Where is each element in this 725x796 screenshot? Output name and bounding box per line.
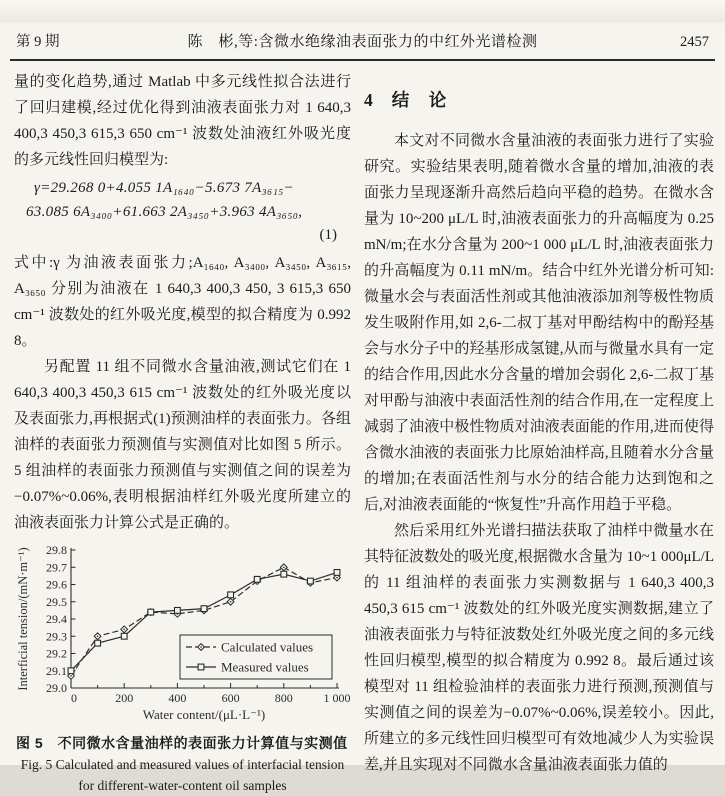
figure5-chart-area bbox=[14, 542, 349, 730]
left-column bbox=[14, 69, 351, 796]
running-title: 陈 彬,等:含微水绝缘油表面张力的中红外光谱检测 bbox=[187, 34, 538, 50]
figure-5 bbox=[14, 542, 351, 796]
svg-text:29.2: 29.2 bbox=[46, 646, 67, 661]
svg-text:29.3: 29.3 bbox=[46, 629, 67, 644]
svg-text:400: 400 bbox=[168, 691, 187, 705]
svg-text:Water content/(μL·L⁻¹): Water content/(μL·L⁻¹) bbox=[142, 707, 266, 722]
paragraph-conclusion-2: 然后采用红外光谱扫描法获取了油样中微量水在其特征波数处的吸光度,根据微水含量为 10~1 000μL/L 的 11 组油样的表面张力实测数据与 1 640,3 400,3 450,3 615 cm⁻¹ 波数处的红外吸光度实测数据,建立了油液表面张力与特征波数处红外吸光度之间的多元线性回归模型,模型的拟合精度为 0.992 8。最后通过该模型对 11 组检验油样的表面张力进行预测,预测值与实测值之间的误差为−0.07%~0.06%,误差较小。因此,所建立的多元线性回归模型可有效地减少人为实验误差,并且实现对不同微水含量油液表面张力值的 bbox=[364, 523, 714, 773]
figure5-caption-en-2: for different-water-content oil samples bbox=[78, 778, 287, 793]
figure5-caption-en-1: Fig. 5 Calculated and measured values of interfacial tension bbox=[20, 757, 345, 772]
figure5-chart bbox=[14, 542, 349, 730]
paragraph-validation: 另配置 11 组不同微水含量油液,测试它们在 1 640,3 400,3 450,3 615 cm⁻¹ 波数处的红外吸光度以及表面张力,再根据式(1)预测油样的表面张力。各组油样的表面张力预测值与实测值对比如图 5 所示。5 组油样的表面张力预测值与实测值之间的误差为−0.07%~0.06%,表明根据油样红外吸光度所建立的油液表面张力计算公式是正确的。 bbox=[14, 359, 351, 531]
svg-text:29.0: 29.0 bbox=[46, 681, 67, 695]
journal-issue: 第 9 期 bbox=[16, 34, 60, 50]
figure5-caption-zh: 图 5 不同微水含量油样的表面张力计算值与实测值 bbox=[16, 735, 348, 751]
svg-text:600: 600 bbox=[221, 691, 240, 705]
page-number: 2457 bbox=[680, 34, 709, 50]
svg-text:0: 0 bbox=[71, 691, 77, 705]
figure5-caption bbox=[14, 732, 351, 796]
section-number: 4 bbox=[364, 90, 374, 110]
section-heading-conclusion bbox=[364, 87, 714, 112]
equation-line-1: γ=29.268 0+4.055 1A₁₆₄₀−5.673 7A₃₆₁₅− bbox=[34, 180, 295, 196]
two-column-body bbox=[0, 61, 725, 796]
section-title: 结 论 bbox=[391, 90, 448, 110]
page-header bbox=[0, 0, 725, 57]
right-column bbox=[364, 69, 714, 796]
svg-text:200: 200 bbox=[115, 691, 134, 705]
svg-text:800: 800 bbox=[274, 691, 293, 705]
paragraph-conclusion-1: 本文对不同微水含量油液的表面张力进行了实验研究。实验结果表明,随着微水含量的增加,油液的表面张力呈现逐渐升高然后趋向平稳的趋势。在微水含量为 10~200 μL/L 时,油液表面张力的升高幅度为 0.25 mN/m;在水分含量为 200~1 000 μL/L 时,油液表面张力的升高幅度为 0.11 mN/m。结合中红外光谱分析可知:微量水会与表面活性剂或其他油液添加剂等极性物质发生吸附作用,如 2,6-二叔丁基对甲酚结构中的酚羟基会与水分子中的羟基形成氢键,从而与微量水具有一定的结合作用,因此水分含量的增加会弱化 2,6-二叔丁基对甲酚与油液中表面活性剂的结合作用,在一定程度上减弱了油液中极性物质对油液表面能的作用,进而使得含微水油液的表面张力比原始油样高,且随着水分含量的增加;在表面活性剂与水分的结合能力达到饱和之后,对油液表面能的“恢复性”升高作用趋于平稳。 bbox=[364, 133, 714, 513]
svg-text:29.1: 29.1 bbox=[46, 663, 67, 678]
svg-text:29.5: 29.5 bbox=[46, 594, 67, 609]
svg-text:29.6: 29.6 bbox=[46, 577, 67, 592]
svg-text:1 000: 1 000 bbox=[323, 691, 351, 705]
paragraph-equation-terms: 式中:γ 为油液表面张力;A₁₆₄₀, A₃₄₀₀, A₃₄₅₀, A₃₆₁₅, A₃₆₅₀ 分别为油液在 1 640,3 400,3 450, 3 615,3 650 cm⁻¹ 波数处的红外吸光度,模型的拟合精度为 0.992 8。 bbox=[14, 255, 351, 349]
svg-text:29.8: 29.8 bbox=[46, 543, 67, 557]
paragraph-regression-intro: 量的变化趋势,通过 Matlab 中多元线性拟合法进行了回归建模,经过优化得到油液表面张力对 1 640,3 400,3 450,3 615,3 650 cm⁻¹ 波数处油液红外吸光度的多元线性回归模型为: bbox=[14, 74, 351, 168]
equation-line-2: 63.085 6A₃₄₀₀+61.663 2A₃₄₅₀+3.963 4A₃₆₅₀, bbox=[26, 204, 303, 220]
equation-number: (1) bbox=[319, 227, 337, 243]
svg-text:29.7: 29.7 bbox=[46, 560, 67, 575]
legend-label: Measured values bbox=[221, 659, 309, 675]
equation-1 bbox=[14, 176, 351, 246]
svg-text:29.4: 29.4 bbox=[46, 612, 67, 626]
svg-text:Interficial tension/(mN·m⁻¹): Interficial tension/(mN·m⁻¹) bbox=[16, 547, 30, 691]
legend-label: Calculated values bbox=[221, 639, 314, 655]
